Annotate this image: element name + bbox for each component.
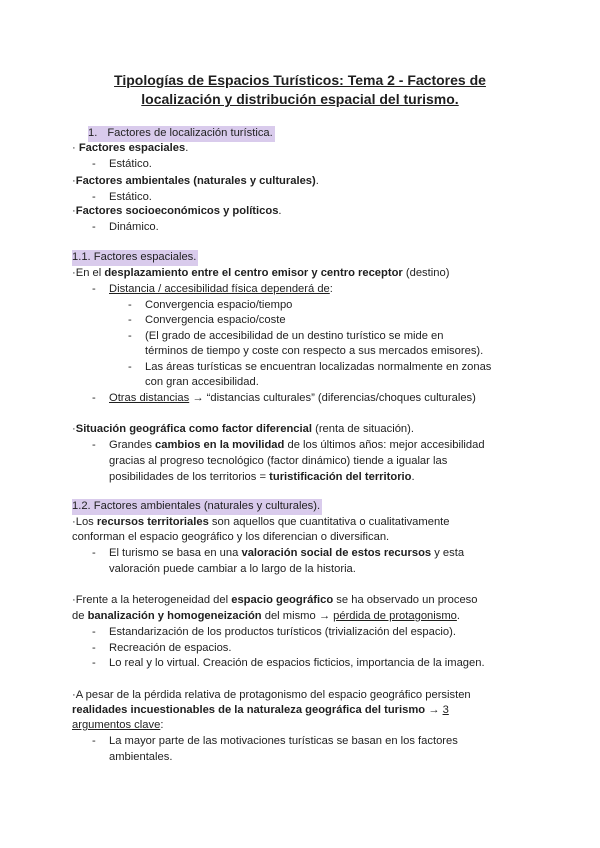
recreacion-item: Recreación de espacios. [109, 642, 232, 654]
real-virtual-item: Lo real y lo virtual. Creación de espacios ficticios, importancia de la imagen. [109, 657, 485, 669]
bold-text: desplazamiento entre el centro emisor y centro receptor [104, 267, 403, 279]
dash-marker: - [92, 547, 96, 559]
accesibilidad-note-l2: términos de tiempo y coste con respecto a sus mercados emisores). [145, 345, 484, 357]
period: . [456, 610, 461, 622]
bold-text: banalización y homogeneización [87, 610, 262, 622]
dash-marker: - [92, 158, 96, 170]
factor-espaciales-sub: Estático. [109, 158, 152, 170]
a-pesar-l2 [72, 703, 449, 719]
dash-marker: - [128, 361, 132, 373]
text: → [425, 704, 443, 716]
heterogeneidad-l2 [72, 609, 460, 625]
dash-marker: - [92, 642, 96, 654]
movilidad-l1 [109, 438, 485, 454]
dash-marker: - [92, 626, 96, 638]
bold-text: Situación geográfica como factor diferencial [75, 423, 312, 435]
dash-marker: - [92, 657, 96, 669]
section-1-2-heading: 1.2. Factores ambientales (naturales y culturales). [72, 499, 322, 515]
bold-text: espacio geográfico [231, 594, 334, 606]
text: se ha observado un proceso [333, 594, 478, 606]
underlined-text: Distancia / accesibilidad física dependerá de [109, 283, 330, 295]
bullet-dot: · [72, 142, 76, 154]
areas-turisticas-l2: con gran accesibilidad. [145, 376, 259, 388]
text: (destino) [402, 267, 450, 279]
section-1-1-heading: 1.1. Factores espaciales. [72, 250, 198, 266]
bullet-dot: · [72, 205, 76, 217]
convergencia-coste: Convergencia espacio/coste [145, 314, 286, 326]
desplazamiento-paragraph [72, 266, 449, 282]
factor-ambientales [72, 174, 319, 190]
colon: : [329, 283, 333, 295]
text: El turismo se basa en una [109, 547, 242, 559]
bold-text: valoración social de estos recursos [241, 547, 432, 559]
valoracion-l2: valoración puede cambiar a lo largo de la historia. [109, 563, 356, 575]
dash-marker: - [92, 191, 96, 203]
factor-ambientales-sub: Estático. [109, 191, 152, 203]
bold-text: recursos territoriales [96, 516, 209, 528]
factor-socioeconomicos [72, 204, 282, 220]
bold-text: turistificación del territorio [269, 471, 412, 483]
heterogeneidad-l1 [72, 593, 478, 609]
period: . [278, 205, 282, 217]
text: ·Los [72, 516, 97, 528]
dash-marker: - [92, 392, 96, 404]
text: → “distancias culturales” (diferencias/choques culturales) [189, 392, 476, 404]
factor-socioeconomicos-label: Factores socioeconómicos y políticos [75, 205, 279, 217]
text: de [72, 610, 88, 622]
bullet-dot: · [72, 423, 76, 435]
underlined-text: Otras distancias [109, 392, 190, 404]
period: . [185, 142, 189, 154]
colon: : [160, 719, 164, 731]
motivaciones-l1: La mayor parte de las motivaciones turísticas se basan en los factores [109, 735, 458, 747]
recursos-l2: conforman el espacio geográfico y los diferencian o diversifican. [72, 531, 390, 543]
section-1-number: 1. [88, 127, 98, 139]
text: posibilidades de los territorios = [109, 471, 270, 483]
text: ·En el [72, 267, 105, 279]
text: (renta de situación). [311, 423, 414, 435]
section-1-heading [88, 126, 275, 142]
dash-marker: - [92, 439, 96, 451]
title-line-1: Tipologías de Espacios Turísticos: Tema 2 - Factores de [114, 72, 486, 88]
underlined-text: pérdida de protagonismo [333, 610, 457, 622]
bullet-dot: · [72, 175, 76, 187]
estandarizacion-item: Estandarización de los productos turísticos (trivialización del espacio). [109, 626, 456, 638]
section-1-title: Factores de localización turística. [107, 127, 273, 139]
motivaciones-l2: ambientales. [109, 751, 173, 763]
factor-espaciales-label: Factores espaciales [78, 142, 186, 154]
situacion-geografica [72, 422, 414, 438]
text: son aquellos que cuantitativa o cualitativamente [208, 516, 450, 528]
document-title [60, 71, 540, 109]
underlined-text: argumentos clave [72, 719, 161, 731]
factor-espaciales [72, 141, 188, 157]
text: ·Frente a la heterogeneidad del [72, 594, 232, 606]
a-pesar-l3 [72, 718, 163, 734]
bold-text: cambios en la movilidad [155, 439, 285, 451]
dash-marker: - [92, 283, 96, 295]
title-line-2: localización y distribución espacial del turismo. [141, 91, 459, 107]
text: de los últimos años: mejor accesibilidad [284, 439, 485, 451]
dash-marker: - [128, 330, 132, 342]
factor-ambientales-label: Factores ambientales (naturales y culturales) [75, 175, 316, 187]
period: . [411, 471, 415, 483]
bold-text: realidades incuestionables de la naturaleza geográfica del turismo [72, 704, 426, 716]
factor-socioeconomicos-sub: Dinámico. [109, 221, 159, 233]
text: del mismo → [261, 610, 334, 622]
text: Grandes [109, 439, 156, 451]
text: y esta [431, 547, 465, 559]
convergencia-tiempo: Convergencia espacio/tiempo [145, 299, 293, 311]
underlined-text: 3 [442, 704, 449, 716]
accesibilidad-note-l1: (El grado de accesibilidad de un destino turístico se mide en [145, 330, 444, 342]
dash-marker: - [92, 735, 96, 747]
movilidad-l2: gracias al progreso tecnológico (factor dinámico) tiende a igualar las [109, 455, 448, 467]
otras-distancias-item [109, 391, 476, 407]
areas-turisticas-l1: Las áreas turísticas se encuentran localizadas normalmente en zonas [145, 361, 492, 373]
valoracion-l1 [109, 546, 464, 562]
dash-marker: - [128, 299, 132, 311]
period: . [315, 175, 319, 187]
a-pesar-l1: ·A pesar de la pérdida relativa de protagonismo del espacio geográfico persisten [72, 689, 471, 701]
recursos-l1 [72, 515, 450, 531]
dash-marker: - [128, 314, 132, 326]
distancia-item [109, 282, 333, 298]
movilidad-l3 [109, 470, 415, 486]
dash-marker: - [92, 221, 96, 233]
